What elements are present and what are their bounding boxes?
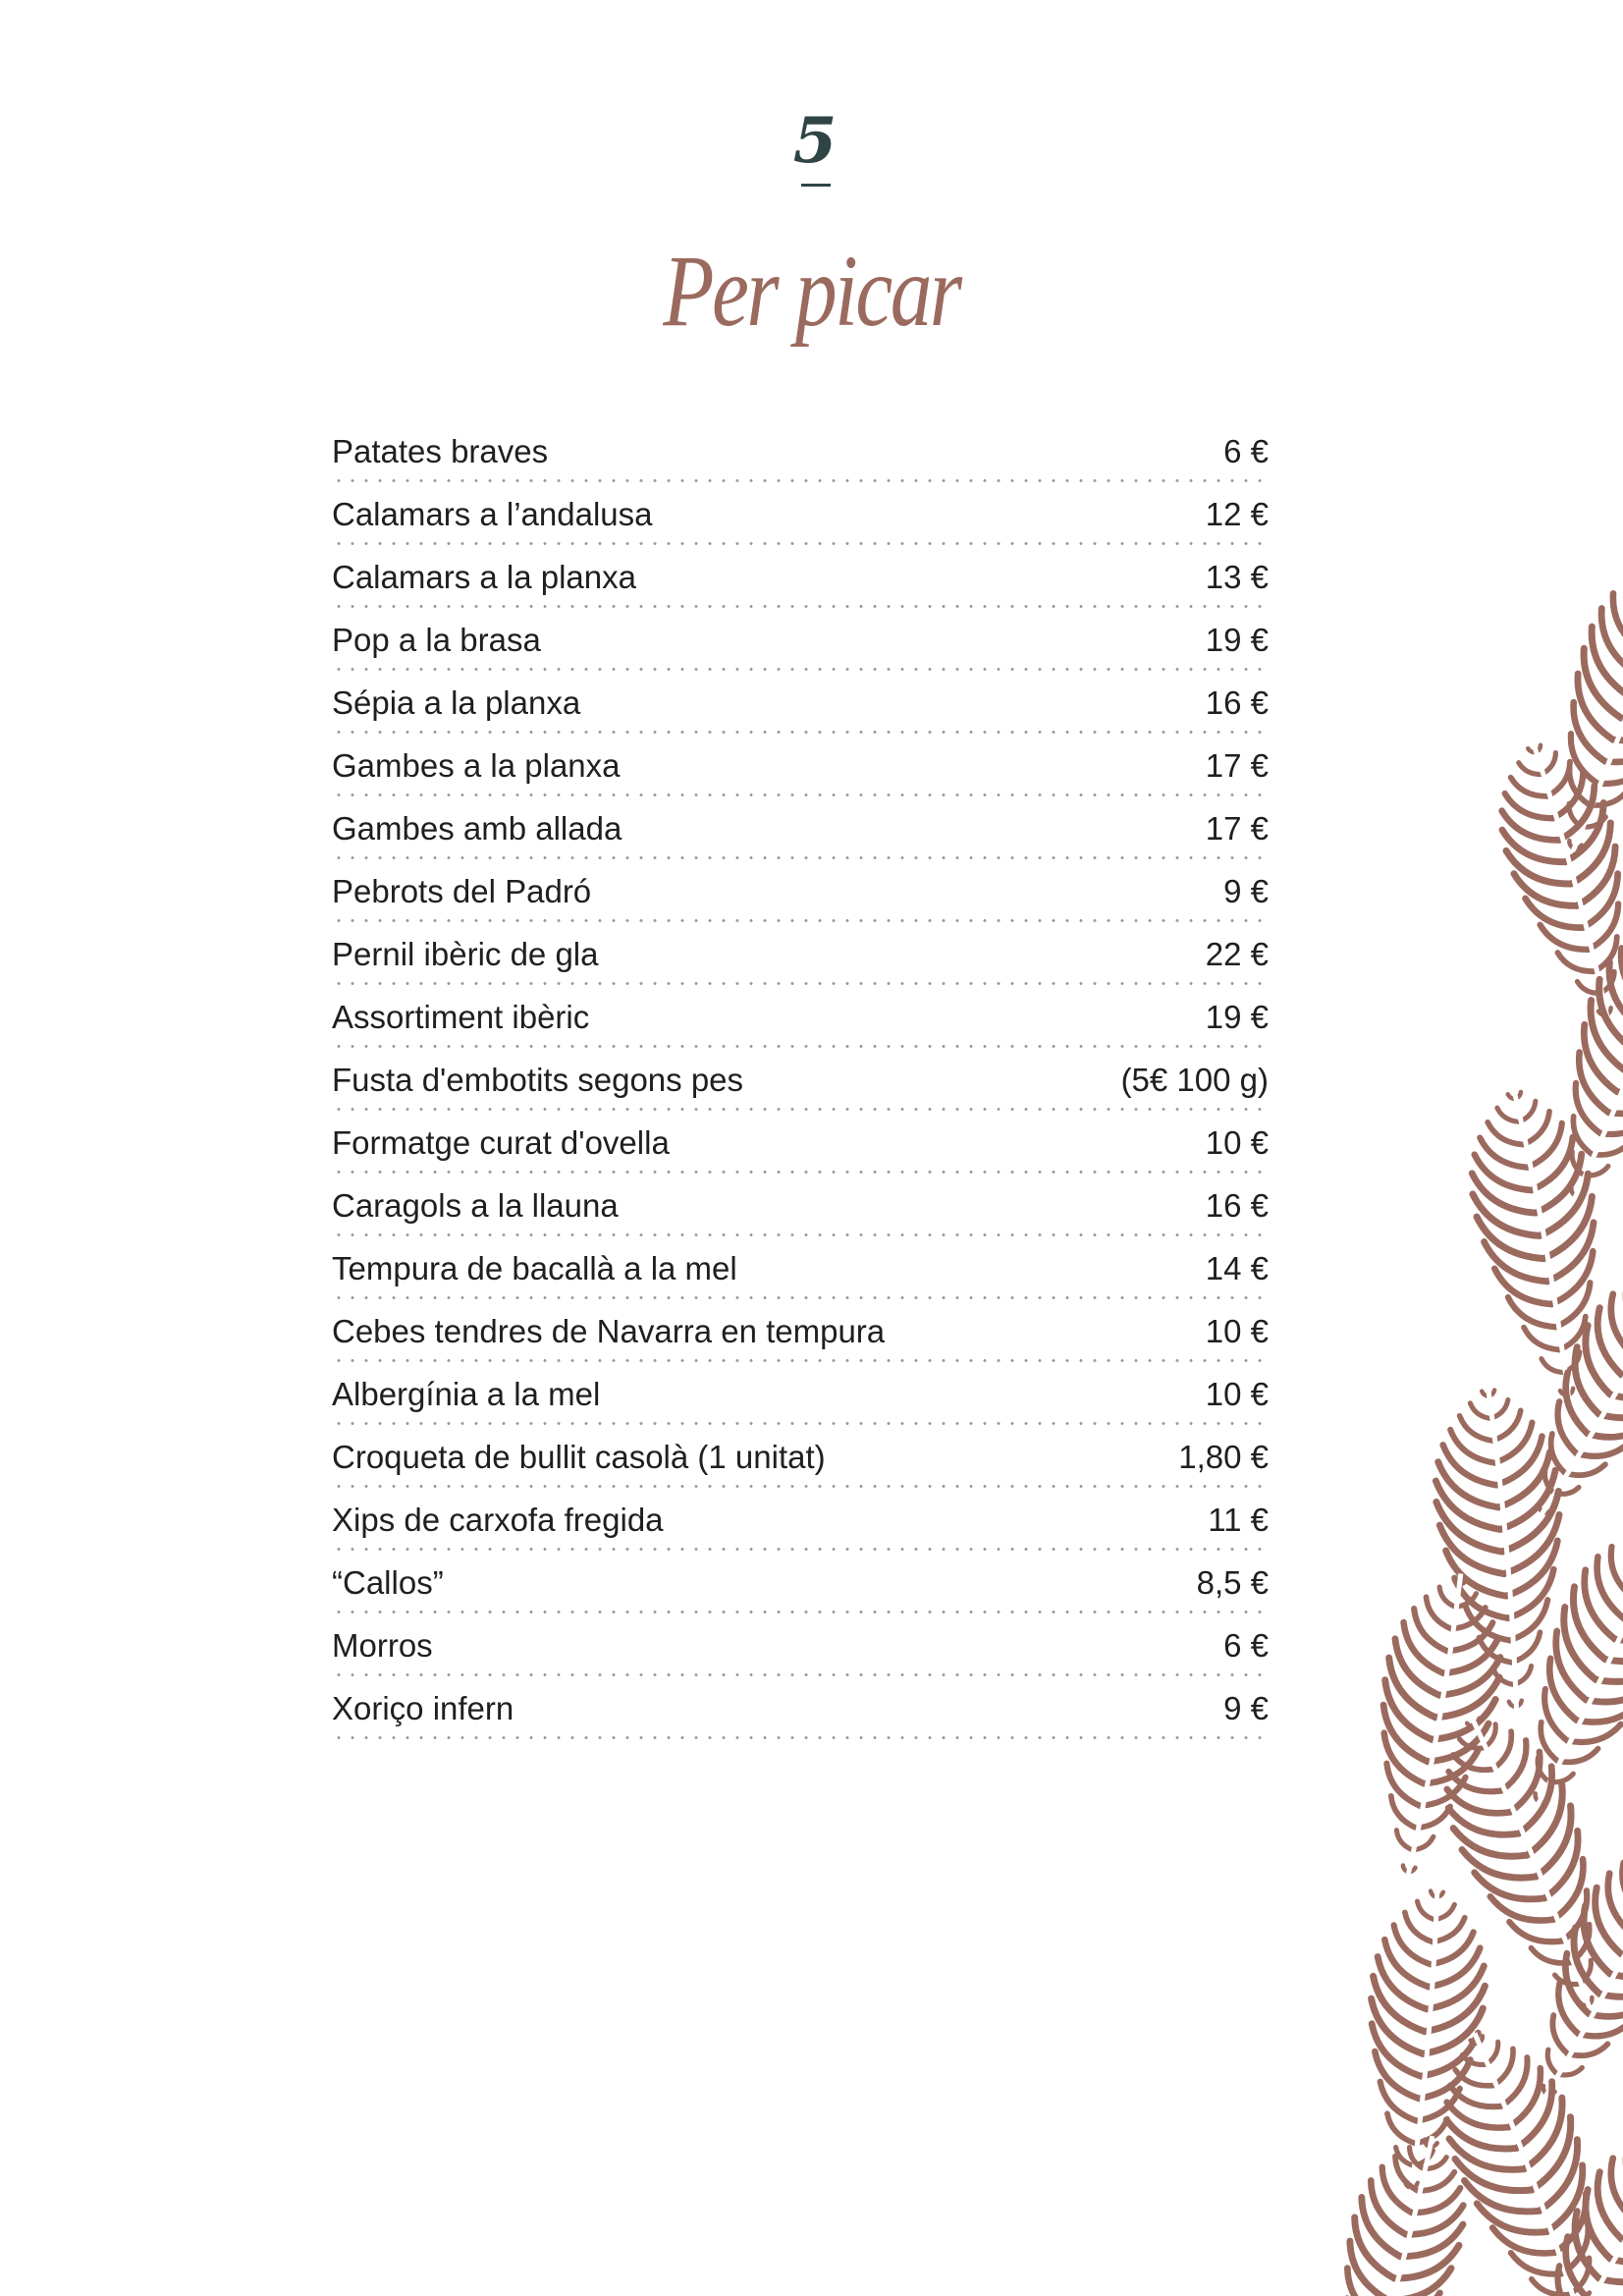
item-price: (5€ 100 g) xyxy=(1120,1062,1269,1098)
item-price: 12 € xyxy=(1205,496,1269,532)
page-number-underline xyxy=(801,184,831,187)
item-name: Xips de carxofa fregida xyxy=(332,1502,664,1538)
item-price: 6 € xyxy=(1223,1627,1269,1664)
menu-item xyxy=(332,734,1269,796)
menu-item xyxy=(332,1613,1269,1676)
item-name: Calamars a la planxa xyxy=(332,559,636,595)
feather-leaf xyxy=(1427,1380,1578,1723)
item-price: 19 € xyxy=(1205,622,1269,658)
item-name: Assortiment ibèric xyxy=(332,999,590,1035)
menu-item xyxy=(332,1551,1269,1613)
menu-item xyxy=(332,1362,1269,1425)
feather-leaf xyxy=(1351,1564,1516,1893)
feather-leaf xyxy=(1481,728,1623,1040)
item-name: Pop a la brasa xyxy=(332,622,541,658)
item-price: 11 € xyxy=(1208,1502,1269,1538)
feather-leaf xyxy=(1354,1882,1493,2205)
feather-leaf xyxy=(1456,1077,1623,1417)
menu-item xyxy=(332,1236,1269,1299)
item-name: Cebes tendres de Navarra en tempura xyxy=(332,1313,886,1349)
menu-item xyxy=(332,1488,1269,1551)
item-name: Xoriço infern xyxy=(332,1690,514,1726)
feather-leaf xyxy=(1489,1240,1623,1550)
feather-leaf xyxy=(1417,1694,1623,2039)
item-price: 16 € xyxy=(1205,684,1269,721)
item-name: Sépia a la planxa xyxy=(332,684,581,721)
page-number: 5 xyxy=(792,104,838,178)
menu-item xyxy=(332,482,1269,545)
item-price: 8,5 € xyxy=(1196,1564,1269,1601)
menu-item xyxy=(332,1425,1269,1488)
item-name: Calamars a l’andalusa xyxy=(332,496,653,532)
item-price: 19 € xyxy=(1205,999,1269,1035)
item-price: 10 € xyxy=(1205,1376,1269,1412)
menu-item xyxy=(332,1299,1269,1362)
menu-item xyxy=(332,1676,1269,1739)
feather-leaf xyxy=(1481,1503,1623,1836)
item-name: Pernil ibèric de gla xyxy=(332,936,599,972)
feather-leaf xyxy=(1304,2122,1485,2296)
item-price: 17 € xyxy=(1205,810,1269,847)
item-name: Gambes a la planxa xyxy=(332,747,621,784)
menu-item xyxy=(332,608,1269,671)
item-price: 6 € xyxy=(1223,433,1269,469)
item-price: 9 € xyxy=(1223,873,1269,909)
feather-leaf xyxy=(1489,2105,1623,2296)
item-price: 10 € xyxy=(1205,1124,1269,1161)
item-price: 1,80 € xyxy=(1178,1439,1269,1475)
menu-item xyxy=(332,419,1269,482)
feather-leaf xyxy=(1493,1819,1623,2130)
item-name: Patates braves xyxy=(332,433,549,469)
item-price: 9 € xyxy=(1223,1690,1269,1726)
item-price: 13 € xyxy=(1205,559,1269,595)
item-price: 22 € xyxy=(1205,936,1269,972)
item-price: 10 € xyxy=(1205,1313,1269,1349)
menu-item xyxy=(332,922,1269,985)
item-price: 14 € xyxy=(1205,1250,1269,1286)
menu-item xyxy=(332,545,1269,608)
item-name: Gambes amb allada xyxy=(332,810,622,847)
feather-leaf xyxy=(1517,893,1623,1228)
menu-item xyxy=(332,859,1269,922)
menu-item xyxy=(332,796,1269,859)
feather-leaf xyxy=(1417,2012,1623,2296)
item-name: Morros xyxy=(332,1627,433,1664)
item-price: 16 € xyxy=(1205,1187,1269,1224)
item-name: Croqueta de bullit casolà (1 unitat) xyxy=(332,1439,826,1475)
menu-item xyxy=(332,1048,1269,1111)
menu-item xyxy=(332,1174,1269,1236)
item-name: Caragols a la llauna xyxy=(332,1187,619,1224)
item-name: Pebrots del Padró xyxy=(332,873,592,909)
item-price: 17 € xyxy=(1205,747,1269,784)
item-name: Formatge curat d'ovella xyxy=(332,1124,670,1161)
section-title: Per picar xyxy=(663,235,960,348)
item-name: Albergínia a la mel xyxy=(332,1376,601,1412)
menu-item xyxy=(332,1111,1269,1174)
menu-item xyxy=(332,671,1269,734)
item-name: Tempura de bacallà a la mel xyxy=(332,1250,737,1286)
item-name: Fusta d'embotits segons pes xyxy=(332,1062,744,1098)
menu-item xyxy=(332,985,1269,1048)
menu-list xyxy=(332,419,1269,1739)
feather-leaf xyxy=(1515,535,1623,880)
item-name: “Callos” xyxy=(332,1564,444,1601)
